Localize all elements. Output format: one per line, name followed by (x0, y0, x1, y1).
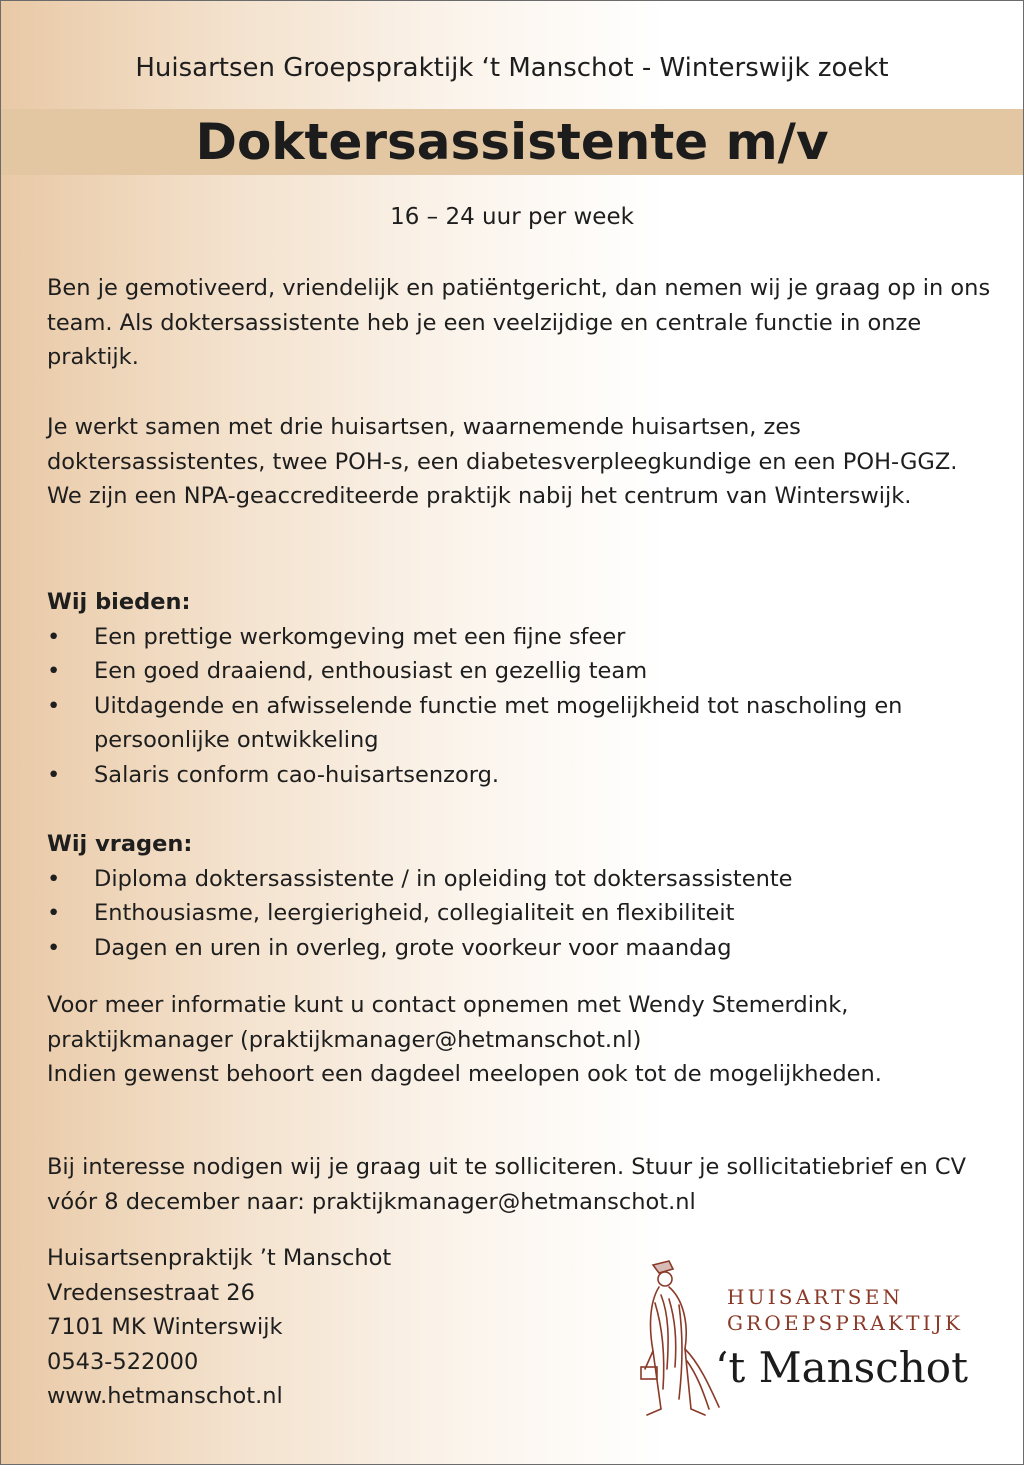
offer-list (47, 620, 997, 793)
ask-section (47, 827, 997, 965)
postal-city: 7101 MK Winterswijk (47, 1314, 283, 1341)
intro-paragraph-2: Je werkt samen met drie huisartsen, waarnemende huisartsen, zes doktersassistentes, twee POH-s, een diabetesverpleegkundige en een POH-GGZ. We zijn een NPA-geaccrediteerde praktijk nabij het centrum van Winterswijk. (47, 414, 958, 510)
page-title: Doktersassistente m/v (195, 113, 829, 171)
list-item: • Een prettige werkomgeving met een fijne sfeer (47, 620, 997, 655)
bullet-icon: • (47, 761, 61, 788)
bullet-icon: • (47, 658, 61, 685)
info-line-2: praktijkmanager (praktijkmanager@hetmanschot.nl) (47, 1026, 642, 1053)
bullet-icon: • (47, 900, 61, 927)
intro-paragraph-1: Ben je gemotiveerd, vriendelijk en patiëntgericht, dan nemen wij je graag op in ons team. Als doktersassistente heb je een veelzijdige en centrale functie in onze praktijk. (47, 275, 991, 371)
practice-logo (639, 1259, 989, 1419)
list-item: • Salaris conform cao-huisartsenzorg. (47, 758, 997, 793)
hours-per-week: 16 – 24 uur per week (390, 204, 634, 230)
info-line-1: Voor meer informatie kunt u contact opnemen met Wendy Stemerdink, (47, 992, 849, 1018)
list-item: • Diploma doktersassistente / in opleiding tot doktersassistente (47, 862, 997, 897)
website-link[interactable]: www.hetmanschot.nl (47, 1383, 283, 1410)
logo-text-line-2: GROEPSPRAKTIJK (727, 1311, 964, 1335)
list-item: • Dagen en uren in overleg, grote voorkeur voor maandag (47, 931, 997, 966)
ask-list (47, 862, 997, 966)
offer-heading: Wij bieden: (47, 589, 191, 615)
contact-info (47, 988, 997, 1092)
bullet-icon: • (47, 865, 61, 892)
info-line-3: Indien gewenst behoort een dagdeel meelopen ook tot de mogelijkheden. (47, 1061, 882, 1088)
list-item: • Enthousiasme, leergierigheid, collegialiteit en flexibiliteit (47, 896, 997, 931)
bullet-icon: • (47, 934, 61, 961)
ask-heading: Wij vragen: (47, 831, 193, 857)
street-address: Vredensestraat 26 (47, 1279, 255, 1306)
list-item: • Uitdagende en afwisselende functie met mogelijkheid tot nascholing en persoonlijke ontwikkeling (47, 689, 997, 758)
doctor-figure-icon (639, 1259, 729, 1419)
offer-section (47, 585, 997, 793)
address-block (47, 1241, 607, 1414)
apply-paragraph: Bij interesse nodigen wij je graag uit te solliciteren. Stuur je sollicitatiebrief en CV vóór 8 december naar: praktijkmanager@hetmanschot.nl (47, 1154, 966, 1215)
phone-number: 0543-522000 (47, 1348, 199, 1375)
bullet-icon: • (47, 623, 61, 650)
logo-text-line-3: ‘t Manschot (715, 1343, 968, 1392)
bullet-icon: • (47, 692, 61, 719)
list-item: • Een goed draaiend, enthousiast en gezellig team (47, 654, 997, 689)
subtitle: Huisartsen Groepspraktijk ‘t Manschot - Winterswijk zoekt (135, 53, 889, 83)
practice-name: Huisartsenpraktijk ’t Manschot (47, 1245, 392, 1271)
logo-text-line-1: HUISARTSEN (727, 1285, 904, 1309)
